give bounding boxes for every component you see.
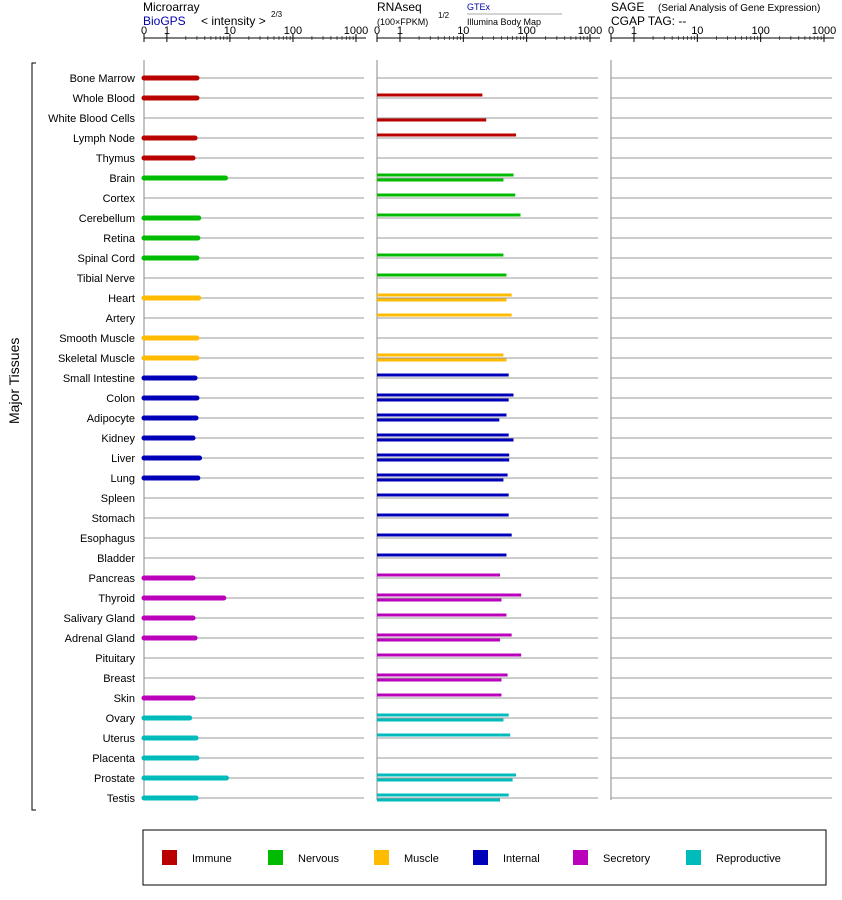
row-label: Skeletal Muscle (57, 353, 135, 365)
legend-swatch (473, 850, 488, 865)
x-tick-label: 0 (607, 25, 615, 37)
legend-label: Reproductive (716, 853, 781, 865)
row-label: Breast (103, 673, 135, 685)
sage-tag: CGAP TAG: -- (611, 14, 687, 28)
row-label: Heart (108, 293, 135, 305)
row-label: Testis (106, 793, 135, 805)
row-label: Ovary (105, 713, 135, 725)
row-label: Colon (106, 393, 135, 405)
x-tick-label: 1000 (577, 25, 603, 37)
row-label: Tibial Nerve (76, 273, 135, 285)
row-label: Kidney (101, 433, 135, 445)
row-label: Salivary Gland (63, 613, 135, 625)
rnaseq-source-illumina: Illumina Body Map (467, 17, 542, 27)
legend-label: Secretory (603, 853, 651, 865)
row-label: Pituitary (95, 653, 135, 665)
microarray-exponent: 2/3 (271, 10, 283, 19)
panel-1 (374, 25, 602, 800)
legend-swatch (162, 850, 177, 865)
row-label: Adipocyte (86, 413, 135, 425)
row-label: Stomach (91, 513, 135, 525)
row-label: Liver (111, 453, 135, 465)
row-label: Prostate (94, 773, 135, 785)
row-label: White Blood Cells (48, 113, 135, 125)
legend-label: Muscle (404, 853, 439, 865)
panel-0 (141, 25, 368, 800)
panel-2 (608, 25, 836, 800)
legend-label: Immune (192, 853, 232, 865)
sage-title: SAGE (611, 0, 645, 14)
row-label: Spinal Cord (77, 253, 135, 265)
row-label: Bone Marrow (69, 73, 135, 85)
legend-swatch (573, 850, 588, 865)
rnaseq-unit: (100×FPKM) (377, 17, 429, 27)
row-labels (48, 73, 136, 805)
y-group-label: Major Tissues (6, 337, 22, 424)
x-tick-label: 0 (140, 25, 148, 37)
rnaseq-source-gtex: GTEx (467, 2, 491, 12)
y-group-bracket (32, 63, 36, 810)
row-label: Retina (103, 233, 135, 245)
x-tick-label: 1 (163, 25, 170, 37)
row-label: Esophagus (79, 533, 135, 545)
row-label: Cerebellum (78, 213, 135, 225)
rnaseq-exponent: 1/2 (438, 11, 450, 20)
x-tick-label: 1000 (811, 25, 837, 37)
row-label: Thyroid (98, 593, 135, 605)
row-label: Artery (105, 313, 135, 325)
row-label: Small Intestine (62, 373, 135, 385)
x-tick-label: 1 (630, 25, 638, 37)
row-label: Lung (110, 473, 135, 485)
row-label: Placenta (92, 753, 135, 765)
x-tick-label: 10 (691, 25, 704, 37)
row-label: Adrenal Gland (64, 633, 135, 645)
x-tick-label: 1 (396, 25, 404, 37)
panels (141, 25, 836, 800)
row-label: Cortex (102, 193, 135, 205)
x-tick-label: 10 (223, 25, 237, 37)
rnaseq-title: RNAseq (377, 0, 422, 14)
legend-swatch (686, 850, 701, 865)
microarray-unit: < intensity > (201, 14, 266, 28)
microarray-source: BioGPS (143, 14, 186, 28)
microarray-title: Microarray (143, 0, 200, 14)
row-label: Bladder (97, 553, 135, 565)
row-label: Uterus (102, 733, 135, 745)
row-label: Whole Blood (72, 93, 135, 105)
row-label: Spleen (100, 493, 135, 505)
row-label: Skin (113, 693, 135, 705)
row-label: Brain (109, 173, 135, 185)
x-tick-label: 1000 (343, 25, 369, 37)
x-tick-label: 100 (283, 25, 303, 37)
row-label: Lymph Node (73, 133, 135, 145)
legend-swatch (374, 850, 389, 865)
legend-label: Nervous (298, 853, 339, 865)
row-label: Thymus (95, 153, 135, 165)
legend-label: Internal (503, 853, 540, 865)
x-tick-label: 10 (457, 25, 470, 37)
sage-subtitle: (Serial Analysis of Gene Expression) (658, 3, 821, 14)
row-label: Smooth Muscle (59, 333, 135, 345)
x-tick-label: 100 (517, 25, 536, 37)
row-label: Pancreas (88, 573, 135, 585)
legend-swatch (268, 850, 283, 865)
x-tick-label: 0 (373, 25, 381, 37)
x-tick-label: 100 (751, 25, 770, 37)
